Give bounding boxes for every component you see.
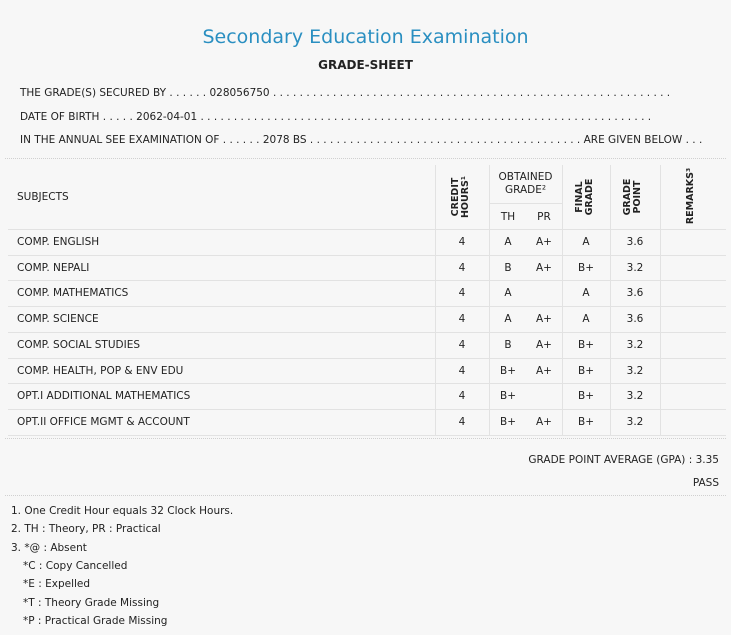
info-exam: IN THE ANNUAL SEE EXAMINATION OF . . . . . . 2078 BS . . . . . . . . . . . . . . . . . . . . . . . . . . . . . . . . . . . . . . . . . ARE GIVEN BELOW . . . [20,134,703,146]
header-subjects: SUBJECTS [17,191,69,203]
cell-final-grade: A [582,236,590,248]
result-status: PASS [692,477,719,489]
cell-th-grade: B+ [499,415,516,428]
cell-final-grade: B+ [577,364,594,377]
grid-line [8,229,726,230]
cell-pr-grade: A+ [536,261,552,274]
grid-line [8,280,726,281]
header-final-grade: FINAL GRADE [574,178,595,216]
cell-grade-point: 3.2 [626,415,644,428]
grid-line [8,358,726,359]
cell-th-grade: B [504,338,512,351]
footnote-item: 2. TH : Theory, PR : Practical [11,523,161,535]
cell-grade-point: 3.2 [626,261,644,274]
header-credit-hours: CREDIT HOURS¹ [450,175,471,219]
header-grade-point: GRADE POINT [622,178,643,216]
cell-grade-point: 3.6 [626,287,644,300]
cell-credit-hours: 4 [458,236,466,248]
cell-credit-hours: 4 [458,261,466,274]
grid-line [8,255,726,256]
summary-divider [5,495,726,496]
header-remarks: REMARKS³ [685,167,696,225]
cell-credit-hours: 4 [458,364,466,377]
cell-final-grade: A [582,287,590,300]
page-title: Secondary Education Examination [202,26,529,48]
grid-line [489,165,490,435]
cell-grade-point: 3.2 [626,338,644,351]
cell-credit-hours: 4 [458,415,466,428]
gpa-summary: GRADE POINT AVERAGE (GPA) : 3.35 [528,454,719,466]
header-obtained-grade: OBTAINED GRADE² [498,171,553,196]
cell-pr-grade: A+ [536,338,552,351]
header-th: TH [500,211,516,223]
cell-final-grade: B+ [577,261,594,274]
cell-grade-point: 3.2 [626,390,644,403]
grid-line [8,306,726,307]
cell-th-grade: B+ [499,390,516,403]
grid-line [8,435,726,436]
grid-line [489,203,562,204]
footnote-item: 1. One Credit Hour equals 32 Clock Hours. [11,505,234,517]
cell-subject: COMP. ENGLISH [17,236,100,248]
cell-final-grade: A [582,313,590,326]
cell-credit-hours: 4 [458,313,466,326]
grid-line [8,332,726,333]
cell-final-grade: B+ [577,338,594,351]
cell-subject: COMP. MATHEMATICS [17,287,129,300]
cell-grade-point: 3.6 [626,313,644,326]
footnote-item: *C : Copy Cancelled [23,560,128,572]
footnote-item: 3. *@ : Absent [11,542,87,554]
grid-line [8,409,726,410]
page-subtitle: GRADE-SHEET [318,58,413,72]
cell-grade-point: 3.2 [626,364,644,377]
cell-credit-hours: 4 [458,338,466,351]
cell-grade-point: 3.6 [626,236,644,248]
cell-th-grade: A [504,313,512,326]
cell-th-grade: A [504,287,512,300]
cell-subject: COMP. NEPALI [17,261,90,274]
footnote-item: *E : Expelled [23,578,91,590]
cell-subject: OPT.I ADDITIONAL MATHEMATICS [17,390,191,403]
cell-final-grade: B+ [577,390,594,403]
footnote-item: *P : Practical Grade Missing [23,615,168,627]
grid-line [660,165,661,435]
cell-pr-grade: A+ [536,415,552,428]
cell-pr-grade: A+ [536,313,552,326]
cell-credit-hours: 4 [458,390,466,403]
cell-final-grade: B+ [577,415,594,428]
info-date-of-birth: DATE OF BIRTH . . . . . 2062-04-01 . . . . . . . . . . . . . . . . . . . . . . . . . . . . . . . . . . . . . . . . . . . . . . . . . . . . . . . . . . . . . . . . . . . . [20,111,652,123]
header-pr: PR [537,211,551,223]
cell-pr-grade: A+ [536,364,552,377]
cell-subject: COMP. HEALTH, POP & ENV EDU [17,364,184,377]
cell-subject: COMP. SCIENCE [17,313,99,326]
info-secured-by: THE GRADE(S) SECURED BY . . . . . . 028056750 . . . . . . . . . . . . . . . . . . . . . . . . . . . . . . . . . . . . . . . . . . . . . . . . . . . . . . . . . . . . [20,87,671,99]
cell-subject: OPT.II OFFICE MGMT & ACCOUNT [17,415,190,428]
cell-subject: COMP. SOCIAL STUDIES [17,338,141,351]
cell-th-grade: B+ [499,364,516,377]
cell-th-grade: A [504,236,512,248]
cell-th-grade: B [504,261,512,274]
header-divider [5,158,726,159]
grid-line [8,383,726,384]
cell-pr-grade: A+ [536,236,552,248]
cell-credit-hours: 4 [458,287,466,300]
footnote-item: *T : Theory Grade Missing [23,597,160,609]
table-divider [5,438,726,439]
